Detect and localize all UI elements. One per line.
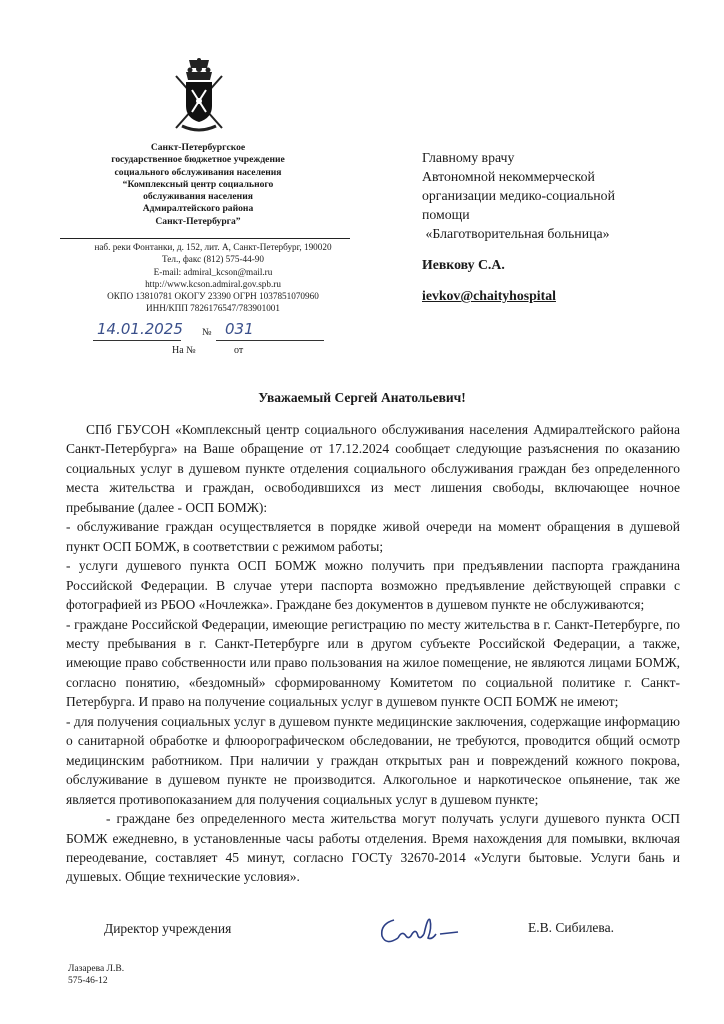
body-item: - услуги душевого пункта ОСП БОМЖ можно получить при предъявлении паспорта гражданина Российской Федерации. В случае утери паспорта возможно предъявление действующей справки с фотографией из РБОО «Ночлежка». Граждане без документов в душевом пункте не обслуживаются; (66, 558, 680, 613)
addressee-line: помощи (422, 207, 470, 222)
sender-organization (98, 142, 298, 228)
number-underline (216, 340, 324, 341)
addressee-line: Автономной некоммерческой (422, 169, 595, 184)
addressee-line: «Благотворительная больница» (422, 226, 610, 241)
header-divider (60, 238, 350, 239)
executor-info (68, 963, 124, 987)
contact-inn: ИНН/КПП 7826176547/783901001 (146, 303, 280, 314)
body-item-last: - граждане без определенного места жительства могут получать услуги душевого пункта ОСП БОМЖ ежедневно, в установленные часы работы отделения. Время нахождения для помывки, включая переодевание, составляет 45 минут, согласно ГОСТу 32670-2014 «Услуги бытовые. Услуги бань и душевых. Общие технические условия». (66, 811, 680, 885)
reference-number-label: На № (172, 345, 196, 356)
contact-email: E-mail: admiral_kcson@mail.ru (153, 266, 273, 277)
executor-name: Лазарева Л.В. (68, 964, 125, 974)
addressee-line: организации медико-социальной (422, 188, 615, 203)
registration-number-label: № (202, 327, 212, 338)
addressee-block (422, 148, 662, 243)
body-item: - граждане Российской Федерации, имеющие регистрацию по месту жительства в г. Санкт-Петербурге, по месту пребывания в г. Санкт-Петербурге или в другом субъекте Российской Федерации, а также, имеющие право собственности или право пользования на жилое помещение, не являются лицами БОМЖ, согласно понятию, «бездомный» сформированному Комитетом по социальной политике г. Санкт-Петербурга. И право на получение социальных услуг в душевом пункте ОСП БОМЖ не имеют; (66, 616, 680, 710)
body-item: - обслуживание граждан осуществляется в порядке живой очереди на момент обращения в душевой пункт ОСП БОМЖ, в соответствии с режимом работы; (66, 519, 680, 554)
org-line: Адмиралтейского района (142, 203, 254, 215)
body-item: - для получения социальных услуг в душевом пункте медицинские заключения, содержащие информацию о санитарной обработке и флюорографическом обследовании, не требуются, проводится общий осмотр медицинским работником. При наличии у граждан открытых ран и повреждений кожного покрова, обслуживание в душевом пункте не производится. Алкогольное и наркотическое опьянение, так же является противопоказанием для получения социальных услуг в душевом пункте; (66, 713, 680, 807)
greeting: Уважаемый Сергей Анатольевич! (258, 390, 466, 405)
registration-date: 14.01.2025 (97, 320, 183, 338)
handwritten-signature (376, 910, 460, 948)
coat-of-arms-emblem (172, 58, 226, 136)
addressee-line: Главному врачу (422, 150, 515, 165)
registration-number: 031 (225, 320, 254, 338)
signatory-name: Е.В. Сибилева. (528, 920, 614, 935)
org-line: государственное бюджетное учреждение (111, 154, 285, 166)
executor-phone: 575-46-12 (68, 976, 108, 986)
org-line: социального обслуживания населения (114, 166, 282, 178)
body-intro: СПб ГБУСОН «Комплексный центр социального обслуживания населения Адмиралтейского района Санкт-Петербурга» на Ваше обращение от 17.12.2024 сообщает следующие разъяснения по оказанию социальных услуг в душевом пункте отделения социального обслуживания граждан без определенного места жительства и граждан, освободившихся из мест лишения свободы, включающее ночное пребывание (далее - ОСП БОМЖ): (66, 422, 680, 515)
sender-contacts (60, 241, 366, 315)
org-line: “Комплексный центр социального (122, 178, 274, 190)
org-line: Санкт-Петербургское (150, 142, 246, 153)
reference-date-label: от (234, 345, 244, 356)
addressee-email: ievkov@chaityhospital (422, 288, 556, 303)
contact-address: наб. реки Фонтанки, д. 152, лит. А, Санкт-Петербург, 190020 (94, 242, 332, 252)
date-underline (93, 340, 181, 341)
org-line: Санкт-Петербурга” (155, 215, 241, 227)
addressee-name: Иевкову С.А. (422, 257, 505, 272)
signatory-title: Директор учреждения (104, 921, 232, 936)
contact-website: http://www.kcson.admiral.gov.spb.ru (145, 278, 281, 289)
contact-codes: ОКПО 13810781 ОКОГУ 23390 ОГРН 1037851070960 (107, 291, 319, 302)
letter-body (66, 420, 680, 887)
contact-phone: Тел., факс (812) 575-44-90 (162, 254, 264, 265)
registration-line (93, 320, 333, 342)
org-line: обслуживания населения (143, 191, 253, 203)
